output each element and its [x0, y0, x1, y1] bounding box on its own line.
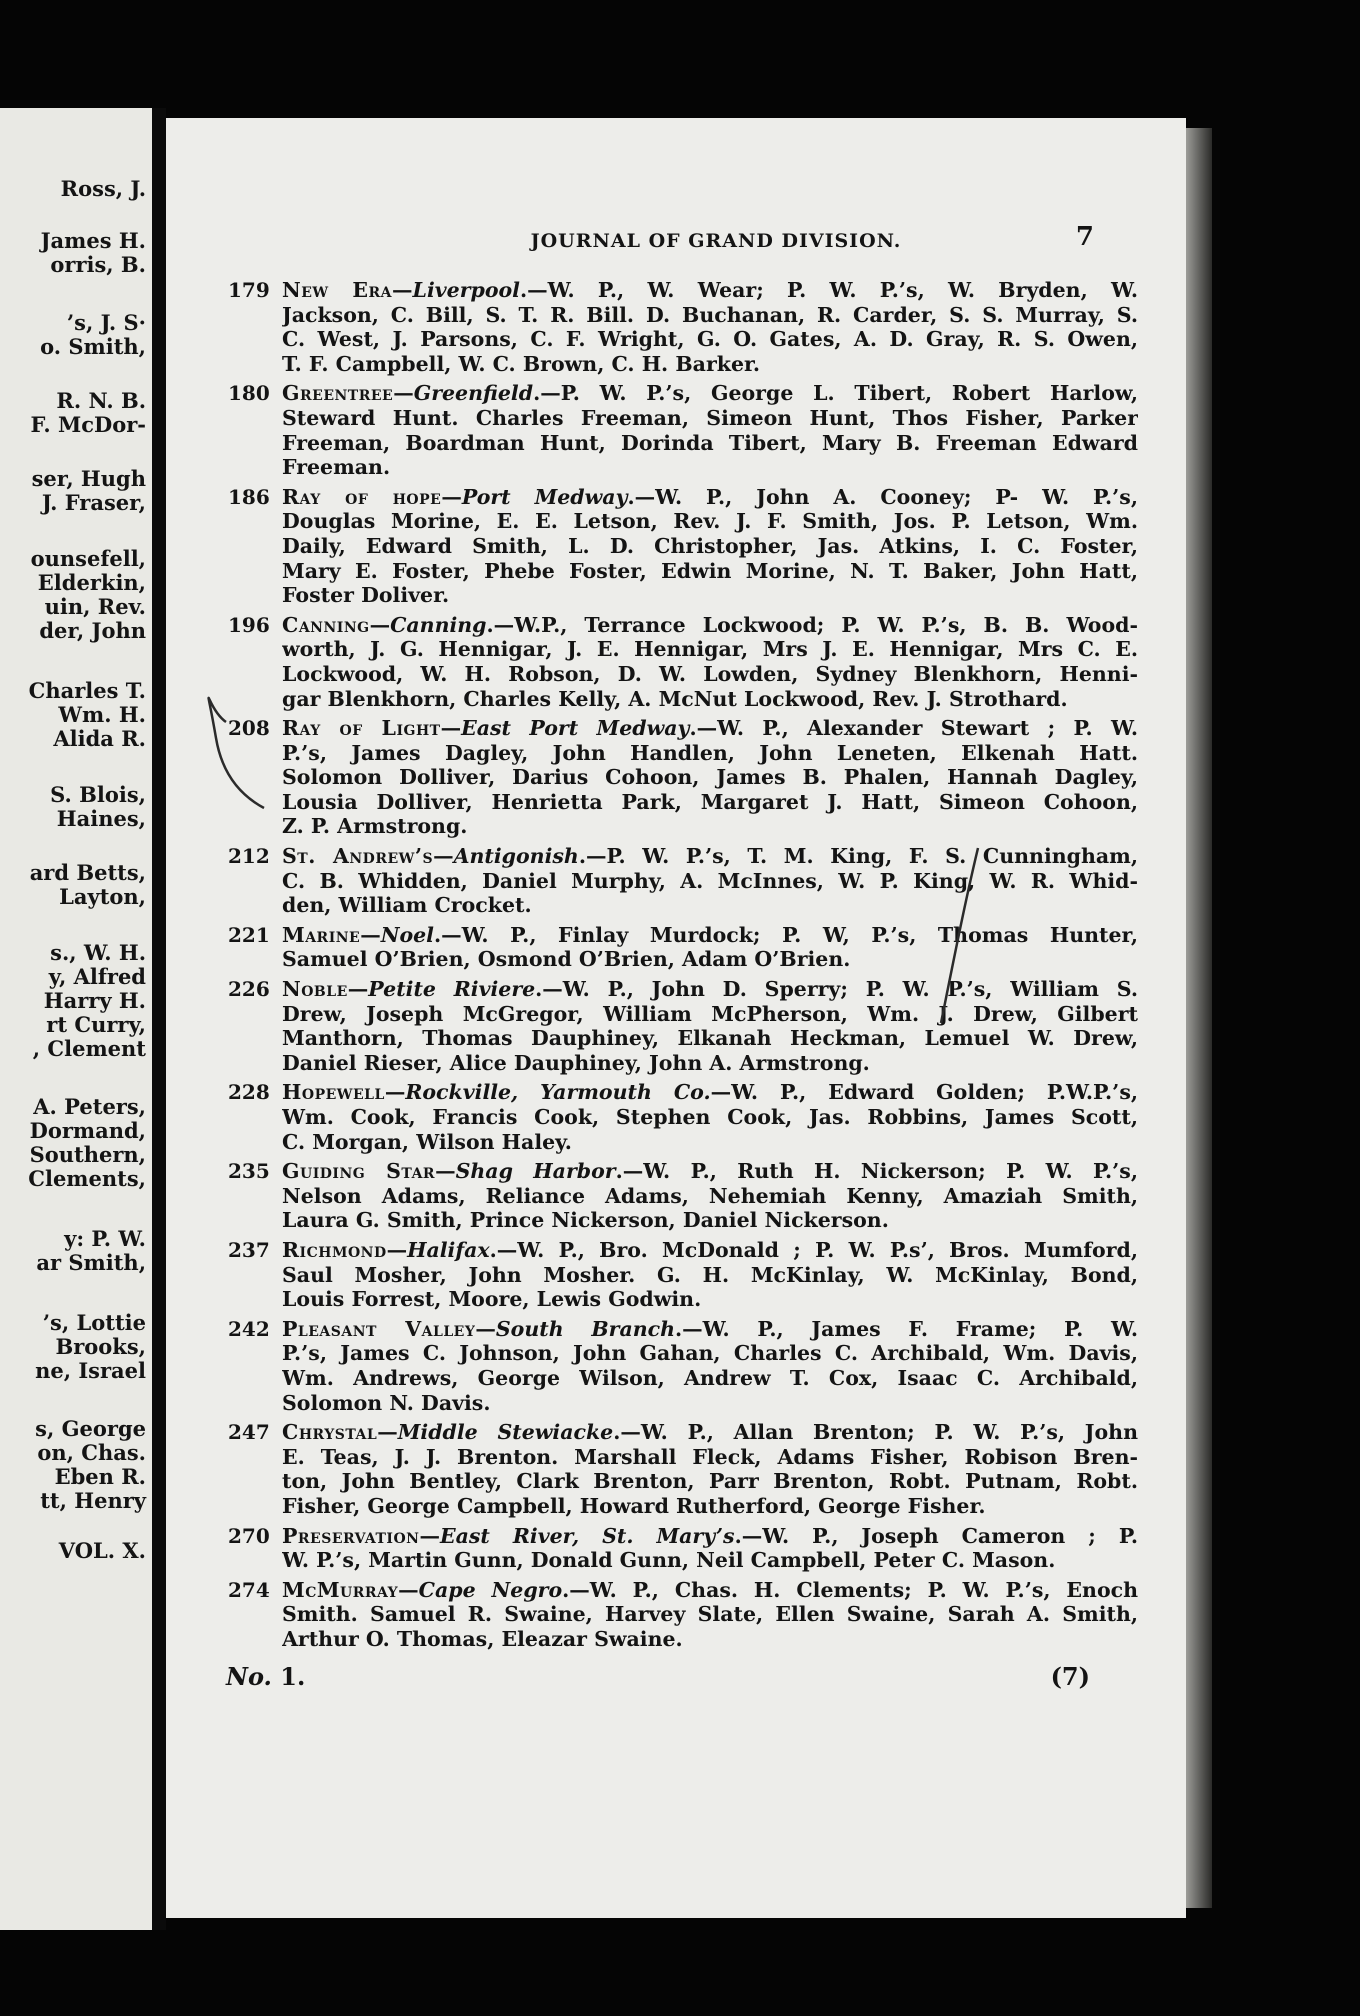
lodge-place: East Port Medway [461, 716, 690, 741]
facing-page-line: Layton, [59, 884, 146, 909]
entry-line: Solomon N. Davis. [282, 1390, 491, 1415]
entry-line: P.’s, James C. Johnson, John Gahan, Charles C. Archibald, Wm. Davis, [282, 1341, 1138, 1366]
entry-line: Steward Hunt. Charles Freeman, Simeon Hunt, Thos Fisher, Parker [282, 405, 1138, 430]
facing-page-line: Harry H. [43, 988, 146, 1013]
facing-page-line: Elderkin, [37, 570, 146, 595]
lodge-name: Chrystal [282, 1420, 378, 1445]
entry-line [282, 844, 1138, 869]
lodge-number: 235 [228, 1159, 270, 1184]
entry-line: Wm. Andrews, George Wilson, Andrew T. Cox, Isaac C. Archibald, [282, 1365, 1138, 1390]
lodge-place: Port Medway [461, 484, 628, 509]
officers-text: .—W. P., W. Wear; P. W. P.’s, W. Bryden, W. [519, 278, 1138, 302]
lodge-number: 179 [228, 278, 270, 302]
lodge-name: Pleasant Valley [282, 1316, 476, 1341]
separator-dash: — [435, 1159, 456, 1184]
facing-page-line: Alida R. [53, 726, 146, 751]
facing-page-line: Brooks, [55, 1334, 146, 1359]
entry-line: Lousia Dolliver, Henrietta Park, Margaret J. Hatt, Simeon Cohoon, [282, 789, 1138, 814]
lodge-entry [228, 1524, 1138, 1573]
officers-text: .—W. P., James F. Frame; P. W. [675, 1316, 1138, 1341]
entry-line: Mary E. Foster, Phebe Foster, Edwin Morine, N. T. Baker, John Hatt, [282, 558, 1138, 583]
facing-page-line: ne, Israel [35, 1358, 146, 1383]
lodge-place: Middle Stewiacke [397, 1420, 614, 1445]
facing-page-line: James H. [40, 228, 146, 253]
signature-number: 1. [280, 1662, 306, 1691]
entry-line: Solomon Dolliver, Darius Cohoon, James B. Phalen, Hannah Dagley, [282, 765, 1138, 790]
facing-page-line: on, Chas. [37, 1440, 146, 1465]
separator-dash: — [386, 1237, 408, 1262]
facing-page-line: y, Alfred [48, 964, 146, 989]
lodge-entry [228, 278, 1138, 376]
entry-line [282, 1238, 1138, 1263]
entry-line: Douglas Morine, E. E. Letson, Rev. J. F. Smith, Jos. P. Letson, Wm. [282, 509, 1138, 534]
lodge-entry [228, 1317, 1138, 1415]
folio-number: (7) [1050, 1662, 1090, 1691]
officers-text: .—W. P., Ruth H. Nickerson; P. W. P.’s, [615, 1159, 1138, 1184]
facing-page-line: ar Smith, [36, 1250, 146, 1275]
lodge-entry [228, 977, 1138, 1075]
facing-page-line: ’s, Lottie [42, 1310, 146, 1335]
lodge-entry [228, 1420, 1138, 1518]
entry-line: Foster Doliver. [282, 583, 450, 608]
facing-page-line: Eben R. [54, 1464, 146, 1489]
entry-line: E. Teas, J. J. Brenton. Marshall Fleck, Adams Fisher, Robison Bren- [282, 1444, 1138, 1469]
entry-line: Smith. Samuel R. Swaine, Harvey Slate, Ellen Swaine, Sarah A. Smith, [282, 1602, 1138, 1627]
entry-line [282, 1317, 1138, 1342]
lodge-number: 226 [228, 977, 270, 1002]
entry-line [282, 1080, 1138, 1105]
entry-line [282, 716, 1138, 741]
lodge-name: New Era [282, 278, 393, 302]
lodge-name: Marine [282, 922, 361, 947]
separator-dash: — [369, 612, 391, 637]
entry-line: Daniel Rieser, Alice Dauphiney, John A. Armstrong. [282, 1050, 870, 1075]
lodge-name: Ray of hope [282, 484, 442, 509]
facing-page-line: Southern, [29, 1142, 146, 1167]
entry-line: Louis Forrest, Moore, Lewis Godwin. [282, 1287, 702, 1312]
lodge-place: Greenfield [413, 381, 534, 406]
facing-page-line: rt Curry, [46, 1012, 146, 1037]
lodge-place: Noel [380, 922, 434, 947]
officers-text: .—P. W. P.’s, T. M. King, F. S. Cunningham, [578, 844, 1138, 869]
lodge-place: Canning [390, 612, 487, 637]
lodge-name: Guiding Star [282, 1159, 436, 1184]
lodge-entry [228, 485, 1138, 608]
lodge-number: 237 [228, 1237, 270, 1262]
facing-page-line: R. N. B. [56, 388, 146, 413]
facing-page-line: uin, Rev. [44, 594, 146, 619]
facing-page-line: ard Betts, [29, 860, 146, 885]
page-number: 7 [1075, 222, 1094, 252]
facing-page-line: , Clement [32, 1036, 146, 1061]
entry-line [282, 1159, 1138, 1184]
entry-line [282, 977, 1138, 1002]
facing-page-line: ounsefell, [30, 546, 146, 571]
facing-page-line: Ross, J. [60, 176, 146, 201]
facing-page-line: ser, Hugh [31, 466, 146, 491]
lodge-place: Shag Harbor [455, 1159, 616, 1184]
officers-text: .—W. P., Alexander Stewart ; P. W. [689, 716, 1138, 741]
separator-dash: — [419, 1523, 440, 1548]
lodge-number: 221 [228, 922, 270, 947]
entry-line: Daily, Edward Smith, L. D. Christopher, Jas. Atkins, I. C. Foster, [282, 533, 1138, 558]
entry-line: Arthur O. Thomas, Eleazar Swaine. [282, 1626, 683, 1651]
entry-line: worth, J. G. Hennigar, J. E. Hennigar, Mrs J. E. Hennigar, Mrs C. E. [282, 637, 1138, 662]
lodge-entry [228, 1578, 1138, 1652]
lodge-entry [228, 923, 1138, 972]
entry-line: Jackson, C. Bill, S. T. R. Bill. D. Buchanan, R. Carder, S. S. Murray, S. [282, 302, 1138, 327]
entry-line: Fisher, George Campbell, Howard Rutherford, George Fisher. [282, 1493, 986, 1518]
lodge-number: 247 [228, 1420, 270, 1445]
lodge-entry [228, 716, 1138, 839]
separator-dash: — [384, 1080, 406, 1105]
entry-line [282, 923, 1138, 948]
lodge-entry [228, 1159, 1138, 1233]
lodge-number: 270 [228, 1523, 270, 1548]
lodge-name: Greentree [282, 381, 394, 406]
separator-dash: — [440, 716, 462, 741]
entry-line [282, 1524, 1138, 1549]
entry-line: Drew, Joseph McGregor, William McPherson, Wm. J. Drew, Gilbert [282, 1001, 1138, 1026]
separator-dash: — [360, 922, 381, 947]
officers-text: —W. P., Edward Golden; P.W.P.’s, [710, 1080, 1138, 1105]
officers-text: .—W.P., Terrance Lockwood; P. W. P.’s, B. B. Wood- [486, 612, 1138, 637]
lodge-name: Richmond [282, 1237, 387, 1262]
entry-line [282, 278, 1138, 303]
facing-page-line: y: P. W. [64, 1226, 146, 1251]
lodge-number: 208 [228, 716, 270, 741]
facing-page-line: S. Blois, [50, 782, 146, 807]
lodge-place: South Branch [495, 1316, 676, 1341]
page-edge [1186, 128, 1212, 1908]
separator-dash: — [393, 381, 414, 406]
facing-page-line: Dormand, [29, 1118, 146, 1143]
lodge-place: Liverpool [412, 278, 520, 302]
entry-line: Freeman, Boardman Hunt, Dorinda Tibert, Mary B. Freeman Edward [282, 430, 1138, 455]
lodge-name: Canning [282, 612, 370, 637]
officers-text: .—W. P., Joseph Cameron ; P. [734, 1523, 1138, 1548]
lodge-number: 242 [228, 1316, 270, 1341]
facing-page-line: Wm. H. [58, 702, 146, 727]
entry-line [282, 381, 1138, 406]
facing-page-line: Charles T. [28, 678, 146, 703]
facing-page-line: tt, Henry [40, 1488, 146, 1513]
lodge-entry [228, 844, 1138, 918]
lodge-number: 186 [228, 484, 270, 509]
entry-line: Freeman. [282, 455, 391, 480]
lodge-name: Preservation [282, 1523, 420, 1548]
entry-line: Samuel O’Brien, Osmond O’Brien, Adam O’Brien. [282, 947, 851, 972]
lodge-number: 228 [228, 1080, 270, 1105]
facing-page-line: Clements, [28, 1166, 146, 1191]
lodge-name: McMurray [282, 1577, 399, 1602]
facing-page-line: Haines, [56, 806, 146, 831]
separator-dash: — [433, 844, 454, 869]
entry-line [282, 1578, 1138, 1603]
facing-page-line: F. McDor- [30, 412, 146, 437]
separator-dash: — [377, 1420, 398, 1445]
book-gutter [152, 108, 166, 1930]
entry-line: den, William Crocket. [282, 893, 532, 918]
lodge-number: 212 [228, 844, 270, 869]
officers-text: .—W. P., Finlay Murdock; P. W, P.’s, Thomas Hunter, [433, 922, 1138, 947]
facing-page-line: ’s, J. S· [66, 310, 146, 335]
facing-page-line: VOL. X. [58, 1538, 146, 1563]
separator-dash: — [398, 1577, 419, 1602]
lodge-entry [228, 1080, 1138, 1154]
entry-line: C. West, J. Parsons, C. F. Wright, G. O. Gates, A. D. Gray, R. S. Owen, [282, 327, 1138, 352]
journal-page [166, 118, 1186, 1918]
officers-text: .—W. P., John A. Cooney; P- W. P.’s, [627, 484, 1138, 509]
entry-line: P.’s, James Dagley, John Handlen, John Leneten, Elkenah Hatt. [282, 740, 1138, 765]
entry-line: Manthorn, Thomas Dauphiney, Elkanah Heckman, Lemuel W. Drew, [282, 1026, 1138, 1051]
officers-text: .—W. P., Chas. H. Clements; P. W. P.’s, Enoch [562, 1577, 1138, 1602]
signature-prefix: No. [226, 1662, 272, 1691]
separator-dash: — [392, 278, 413, 302]
lodge-entry [228, 613, 1138, 711]
lodge-number: 196 [228, 612, 270, 637]
entry-line: Z. P. Armstrong. [282, 814, 468, 839]
lodge-number: 274 [228, 1577, 270, 1602]
entry-line [282, 1420, 1138, 1445]
lodge-place: Petite Riviere [368, 977, 536, 1002]
facing-page-line: s, George [35, 1416, 146, 1441]
entry-line: ton, John Bentley, Clark Brenton, Parr Brenton, Robt. Putnam, Robt. [282, 1469, 1138, 1494]
entry-line: C. Morgan, Wilson Haley. [282, 1129, 572, 1154]
lodge-place: Rockville, Yarmouth Co. [405, 1080, 711, 1105]
lodge-place: Cape Negro [418, 1577, 563, 1602]
separator-dash: — [475, 1316, 496, 1341]
entry-line: gar Blenkhorn, Charles Kelly, A. McNut Lockwood, Rev. J. Strothard. [282, 686, 1068, 711]
facing-page-line: orris, B. [50, 252, 146, 277]
lodge-place: Halifax [407, 1237, 490, 1262]
lodge-entry [228, 1238, 1138, 1312]
entry-line: Nelson Adams, Reliance Adams, Nehemiah Kenny, Amaziah Smith, [282, 1183, 1138, 1208]
separator-dash: — [347, 977, 369, 1002]
running-header: JOURNAL OF GRAND DIVISION. [530, 230, 902, 252]
facing-page [0, 108, 152, 1930]
officers-text: .—W. P., John D. Sperry; P. W. P.’s, William S. [535, 977, 1138, 1002]
entry-line [282, 613, 1138, 638]
entry-line: C. B. Whidden, Daniel Murphy, A. McInnes, W. P. King, W. R. Whid- [282, 868, 1138, 893]
facing-page-line: s., W. H. [50, 940, 146, 965]
facing-page-line: A. Peters, [33, 1094, 146, 1119]
lodge-entries [228, 278, 1138, 1656]
officers-text: .—W. P., Bro. McDonald ; P. W. P.s’, Bros. Mumford, [489, 1237, 1138, 1262]
entry-line: Wm. Cook, Francis Cook, Stephen Cook, Jas. Robbins, James Scott, [282, 1105, 1138, 1129]
lodge-name: Noble [282, 977, 348, 1002]
lodge-entry [228, 381, 1138, 479]
lodge-place: East River, St. Mary’s [439, 1523, 735, 1548]
entry-line [282, 485, 1138, 510]
facing-page-line: der, John [39, 618, 146, 643]
lodge-number: 180 [228, 381, 270, 406]
entry-line: Lockwood, W. H. Robson, D. W. Lowden, Sydney Blenkhorn, Henni- [282, 661, 1138, 686]
lodge-place: Antigonish [453, 844, 579, 869]
entry-line: T. F. Campbell, W. C. Brown, C. H. Barker. [282, 351, 761, 376]
entry-line: Saul Mosher, John Mosher. G. H. McKinlay, W. McKinlay, Bond, [282, 1262, 1138, 1287]
lodge-name: Ray of Light [282, 716, 441, 741]
officers-text: .—P. W. P.’s, George L. Tibert, Robert Harlow, [533, 381, 1138, 406]
lodge-name: Hopewell [282, 1080, 385, 1105]
facing-page-line: o. Smith, [40, 334, 146, 359]
separator-dash: — [441, 484, 462, 509]
officers-text: .—W. P., Allan Brenton; P. W. P.’s, John [613, 1420, 1138, 1445]
facing-page-line: J. Fraser, [41, 490, 146, 515]
entry-line: Laura G. Smith, Prince Nickerson, Daniel Nickerson. [282, 1208, 889, 1233]
lodge-name: St. Andrew’s [282, 844, 434, 869]
signature-mark [226, 1662, 305, 1691]
entry-line: W. P.’s, Martin Gunn, Donald Gunn, Neil Campbell, Peter C. Mason. [282, 1548, 1056, 1573]
